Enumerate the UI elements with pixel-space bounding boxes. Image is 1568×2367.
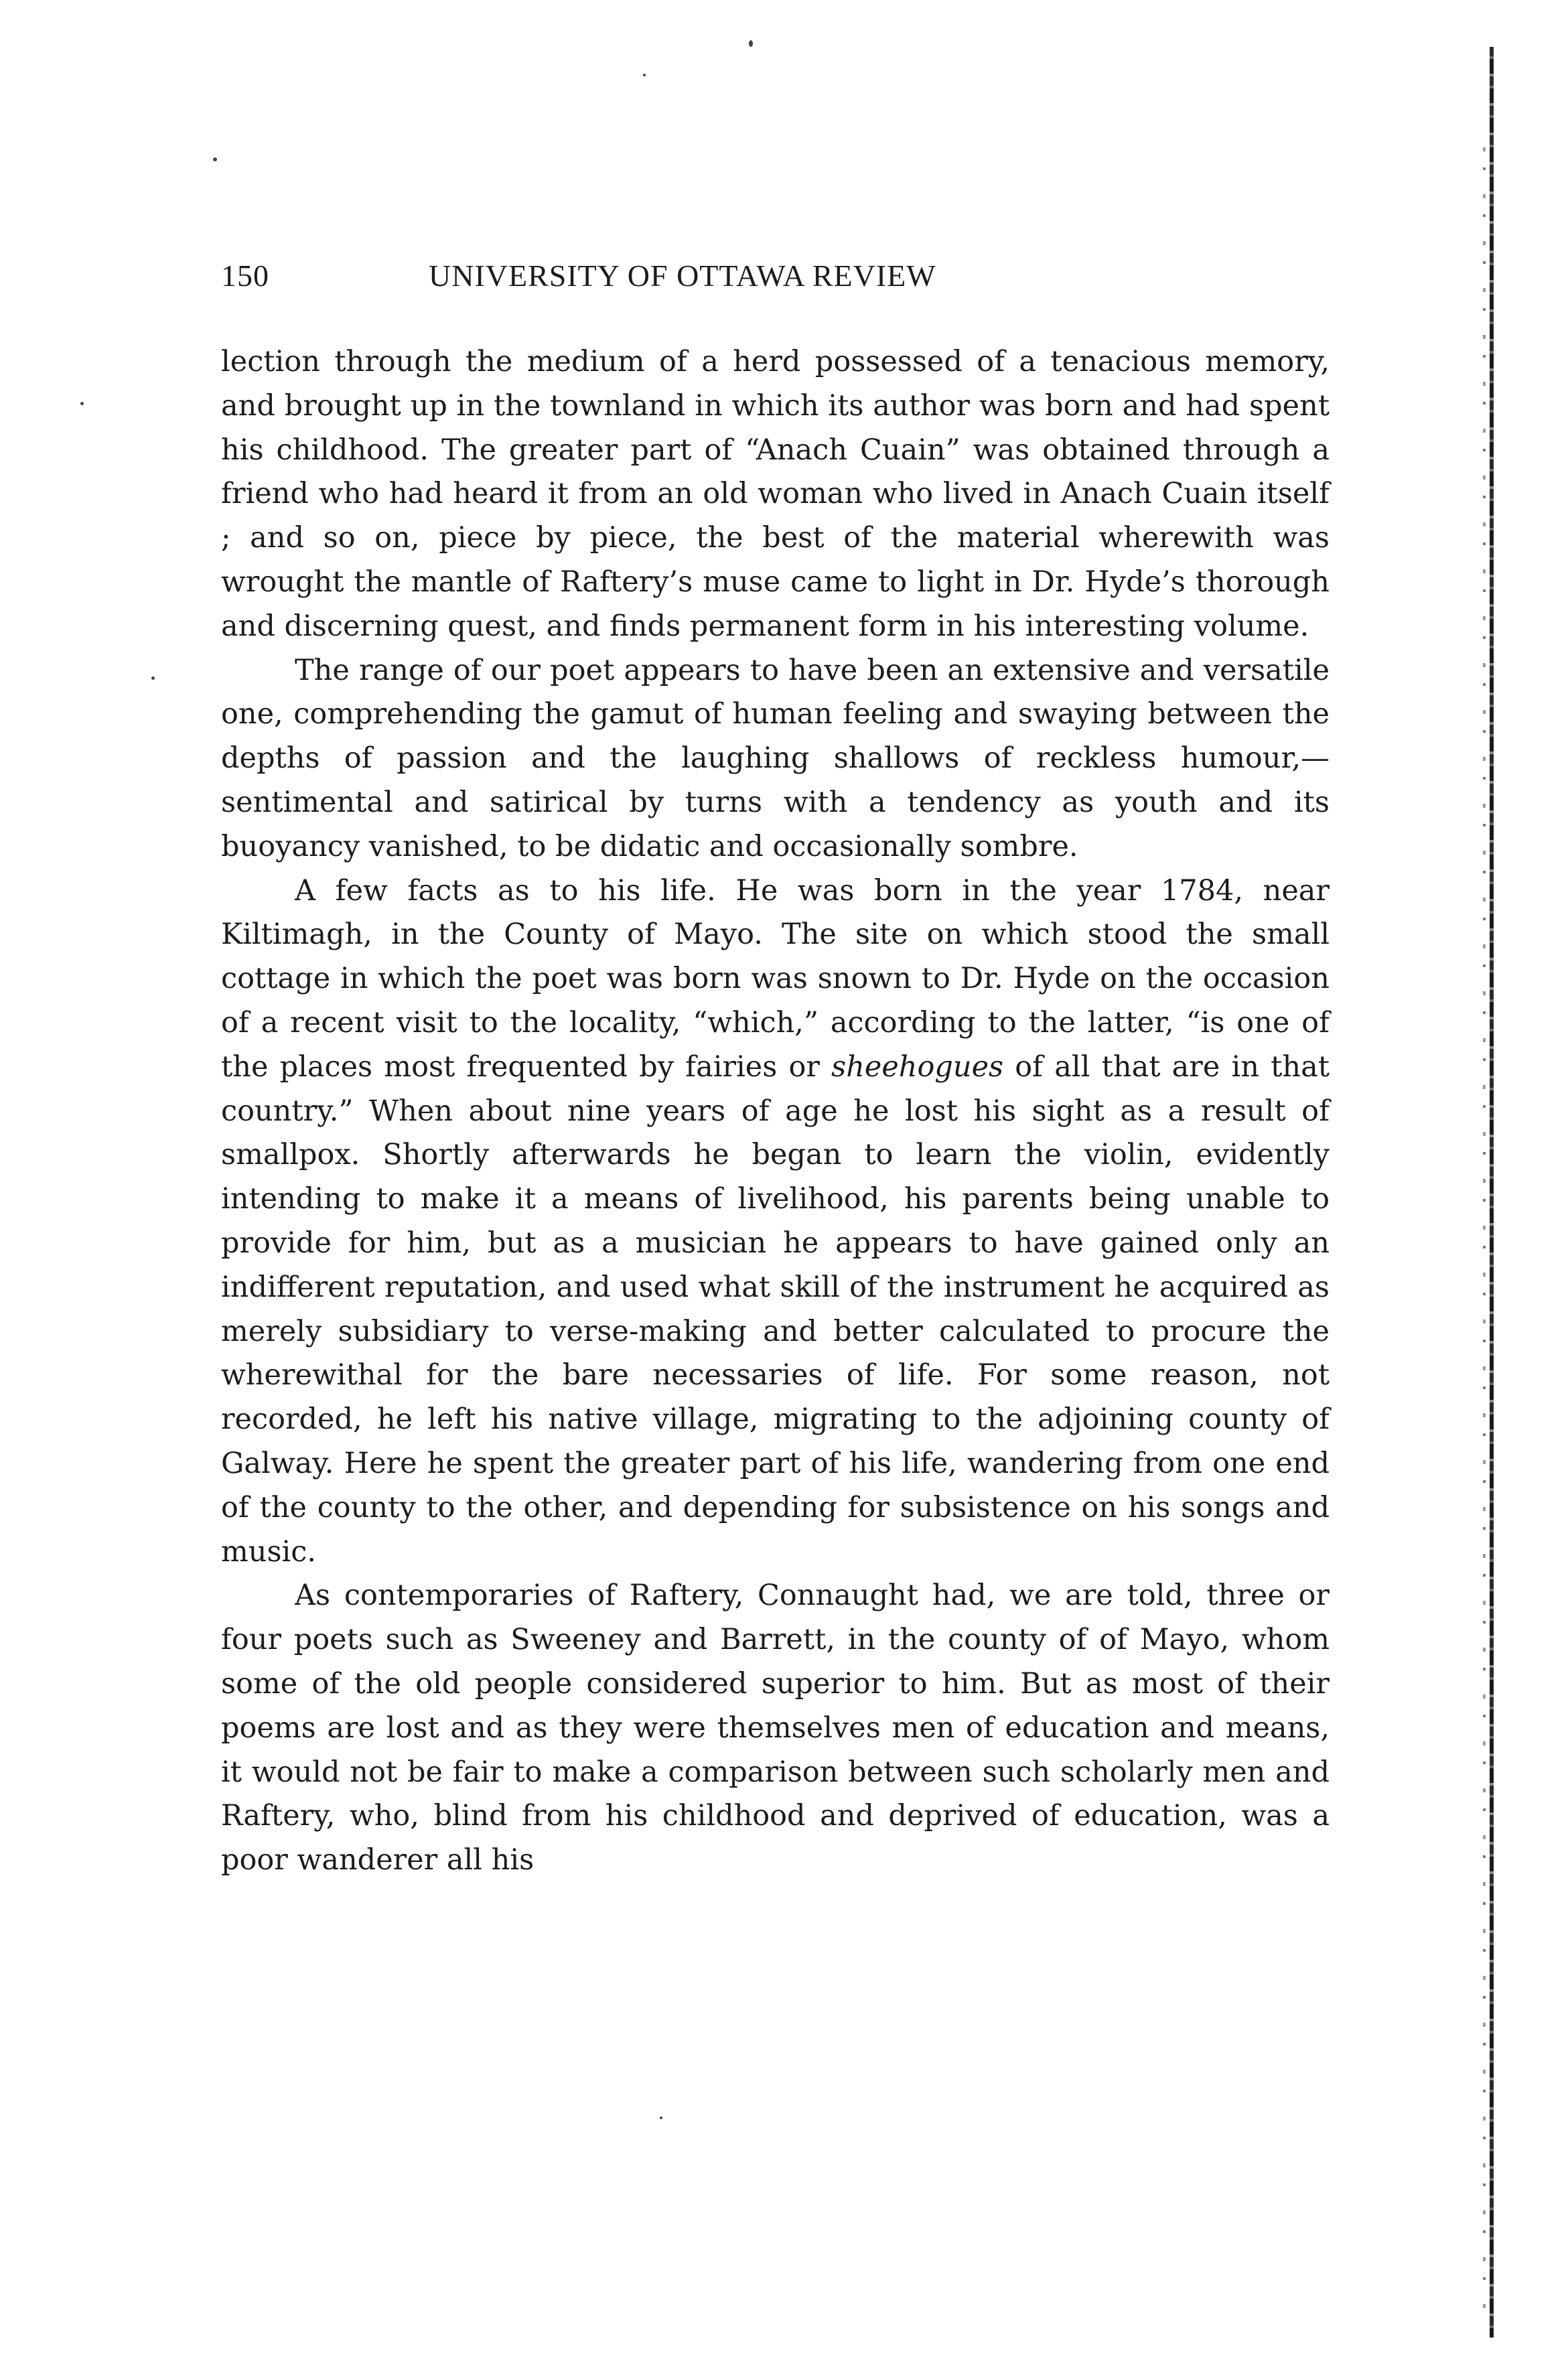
scan-speck (80, 402, 84, 405)
page-edge-shadow (1490, 47, 1494, 2338)
life-facts-text-start: A few facts as to his life. He was born in the year 1784, near Kiltimagh, in the County of Mayo. The site on which stood the small cottage in which the poet was born was snown to Dr. Hyde on the occasion of a recent visit to the locality, “which,” according to the latter, “is one of the places most frequented by fairies or (221, 873, 1330, 1084)
page-number: 150 (221, 259, 269, 293)
paragraph-life-facts (221, 869, 1330, 1575)
scan-speck (151, 676, 155, 680)
italic-term-sheehogues: sheehogues (831, 1050, 1004, 1084)
paragraph-poet-range: The range of our poet appears to have been an extensive and versatile one, comprehending the gamut of human feeling and swaying between the depths of passion and the laughing shallows of reckless humour,—sentimental and satirical by turns with a tendency as youth and its buoyancy vanished, to be didatic and occasionally sombre. (221, 653, 1330, 863)
paragraph-continuation: lection through the medium of a herd possessed of a tenacious memory, and brought up in the townland in which its author was born and had spent his childhood. The greater part of “Anach Cuain” was obtained through a friend who had heard it from an old woman who lived in Anach Cuain itself ; and so on, piece by piece, the best of the material wherewith was wrought the mantle of Raftery’s muse came to light in Dr. Hyde’s thorough and discerning quest, and finds permanent form in his interesting volume. (221, 345, 1330, 643)
scan-speck (660, 2117, 662, 2119)
scan-speck (749, 40, 753, 47)
journal-title: UNIVERSITY OF OTTAWA REVIEW (429, 259, 936, 293)
paragraph-contemporaries: As contemporaries of Raftery, Connaught had, we are told, three or four poets such as Sweeney and Barrett, in the county of of Mayo, whom some of the old people considered superior to him. But as most of their poems are lost and as they were themselves men of education and means, it would not be fair to make a comparison between such scholarly men and Raftery, who, blind from his childhood and deprived of education, was a poor wanderer all his (221, 1579, 1330, 1877)
scan-speck (643, 74, 646, 76)
article-body (221, 340, 1330, 1883)
page-edge-texture (1483, 147, 1486, 2324)
scan-speck (213, 157, 217, 161)
running-head (221, 258, 1333, 305)
life-facts-text-end: of all that are in that country.” When about nine years of age he lost his sight as a result of smallpox. Shortly afterwards he began to learn the violin, evidently intending to make it a means of livelihood, his parents being unable to provide for him, but as a musician he appears to have gained only an indifferent reputation, and used what skill of the instrument he acquired as merely subsidiary to verse-making and better calculated to procure the wherewithal for the bare necessaries of life. For some reason, not recorded, he left his native village, migrating to the adjoining county of Galway. Here he spent the greater part of his life, wandering from one end of the county to the other, and depending for subsistence on his songs and music. (221, 1050, 1330, 1569)
